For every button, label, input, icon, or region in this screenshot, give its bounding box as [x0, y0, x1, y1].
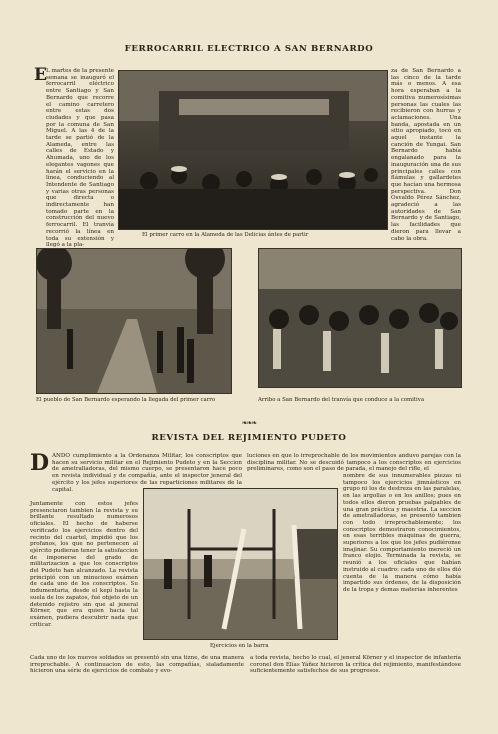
photo-tram-arrival — [258, 248, 462, 388]
article-column-right: nombre de sus innumerables piezas ni tampoco los ejercicios jimnásticos en grupo ni los de destreza en las paralelas, en las argollas o en los anillos; pues en todos ellos dieron pruebas palpables de una gran práctica y maestría. La seccion de ametralladoras, se presentó tambien con todo irreprochablemente; los conscriptos demostraron conocimientos, en esas terribles máquinas de guerra, superiores a los que los jefes pudiéronse imajinar. Su comportamiento mereció un franco elojio. Terminada la revista, se reunió a los oficiales que habían instruido al cuadro: cada uno de ellos dió cuenta de la manera cómo había impartido sus órdenes, de la disposición de la tropa y demas materias inherentes — [343, 473, 461, 593]
article-title: REVISTA DEL REJIMIENTO PUDETO — [151, 433, 347, 443]
article-column-bottom-middle: a toda revista, hecho lo cual, el jeneral Körner y el inspector de infantería coronel don Elías Yáñez hicieron la crítica del rejimiento, manifestándose suficientemente satisfechos de sus progresos. — [250, 655, 461, 675]
photo-caption: El primer carro en la Alameda de las Delicias ántes de partir — [142, 232, 309, 238]
article-column-middle: luciones en que lo irreprochable de los movimientos anduvo parejas con la disciplina militar. No se descuidó tampoco a los conscriptos en ejercicios preliminares, como son el paso de parada, el manejo del rifle, el — [247, 453, 461, 473]
photo-san-bernardo-crowd — [36, 248, 232, 394]
section-divider: ❧❧❧ — [241, 419, 257, 427]
photo-caption: El pueblo de San Bernardo esperando la llegada del primer carro — [36, 397, 216, 403]
article-column-left: L martes de la presente semana se inauguró el ferrocarril eléctrico entre Santiago y San Bernardo que recorre el camino carretero entre estas dos ciudades y que pasa por la comuna de San Miguel. A las 4 de la tarde se partió de la Alameda, entre las calles de Estado y Ahumada, uno de los elegantes vagones que harán el servicio en la línea, conduciendo al Intendente de Santiago y varias otras personas que directa o indirectamente han tomado parte en la construcción del nuevo ferrocarril. El tranvía recorrió la línea en toda su extensión y llegó a la pla- — [46, 68, 114, 249]
photo-tram-alameda — [118, 70, 388, 230]
photo-bar-exercises — [143, 488, 338, 640]
drop-cap: E — [34, 65, 47, 85]
photo-caption: Arribo a San Bernardo del tranvía que conduce a la comitiva — [258, 397, 425, 403]
article-column-bottom-left: Cada uno de los nuevos soldados se presentó sin una tizne, de una manera irreprochable. A continuacion de esto, las compañías, sialadamente hicieron una série de ejercicios de combate y evo- — [30, 655, 244, 675]
article-title: FERROCARRIL ELECTRICO A SAN BERNARDO — [124, 44, 374, 54]
article-column-right: za de San Bernardo a las cinco de la tarde más o menos. A esa hora esperaban a la comitiva numerosísimas personas las cuales las recibieron con hurras y aclamaciones. Una banda, apostada en un sitio apropiado, tocó en aquel instante la canción de Yungai. San Bernardo había engalanado para la inauguración una de sus principales calles con flámulas y gallardetes que hacían una hermosa perspectiva. Don Osvaldo Pérez Sánchez, agradeció a las autoridades de San Bernardo y de Santiago, las facilidades que dieron para llevar a cabo la obra. — [391, 68, 461, 242]
article-intro: ANDO cumplimiento a la Ordenanza Militar, los conscriptos que hacen su servicio militar en el Rejimiento Pudeto y en la Seccion de ametralladoras, del mismo cuerpo, se presentaron hace poco en revista individual y de compañía, ante el inspector jeneral del ejército y los jefes superiores de las reparticiones militares de la capital. — [52, 453, 242, 493]
article-column-left: Juntamente con estos jefes presenciaron tambien la revista y su brillante resultado numerosos oficiales. El hecho de haberse verificado los ejercicios dentro del recinto del cuartel, impidió que los profanos, los que no pertenecen al ejército pudieran tener la satisfaccion de imponerse del grado de militarizacion a que los conscriptos del Pudeto han alcanzado. La revista principió con un minucioso exámen de cada uno de los conscriptos. Su indumentaria, desde el kepí hasta la suela de los zapatos, fué objeto de un detenido rejistro sin que al jeneral Körner, que era quien hacia tal exámen, pudiera descubrir nada que criticar. — [30, 501, 138, 628]
photo-caption: Ejercicios en la barra — [210, 643, 269, 649]
drop-cap: D — [30, 450, 50, 476]
